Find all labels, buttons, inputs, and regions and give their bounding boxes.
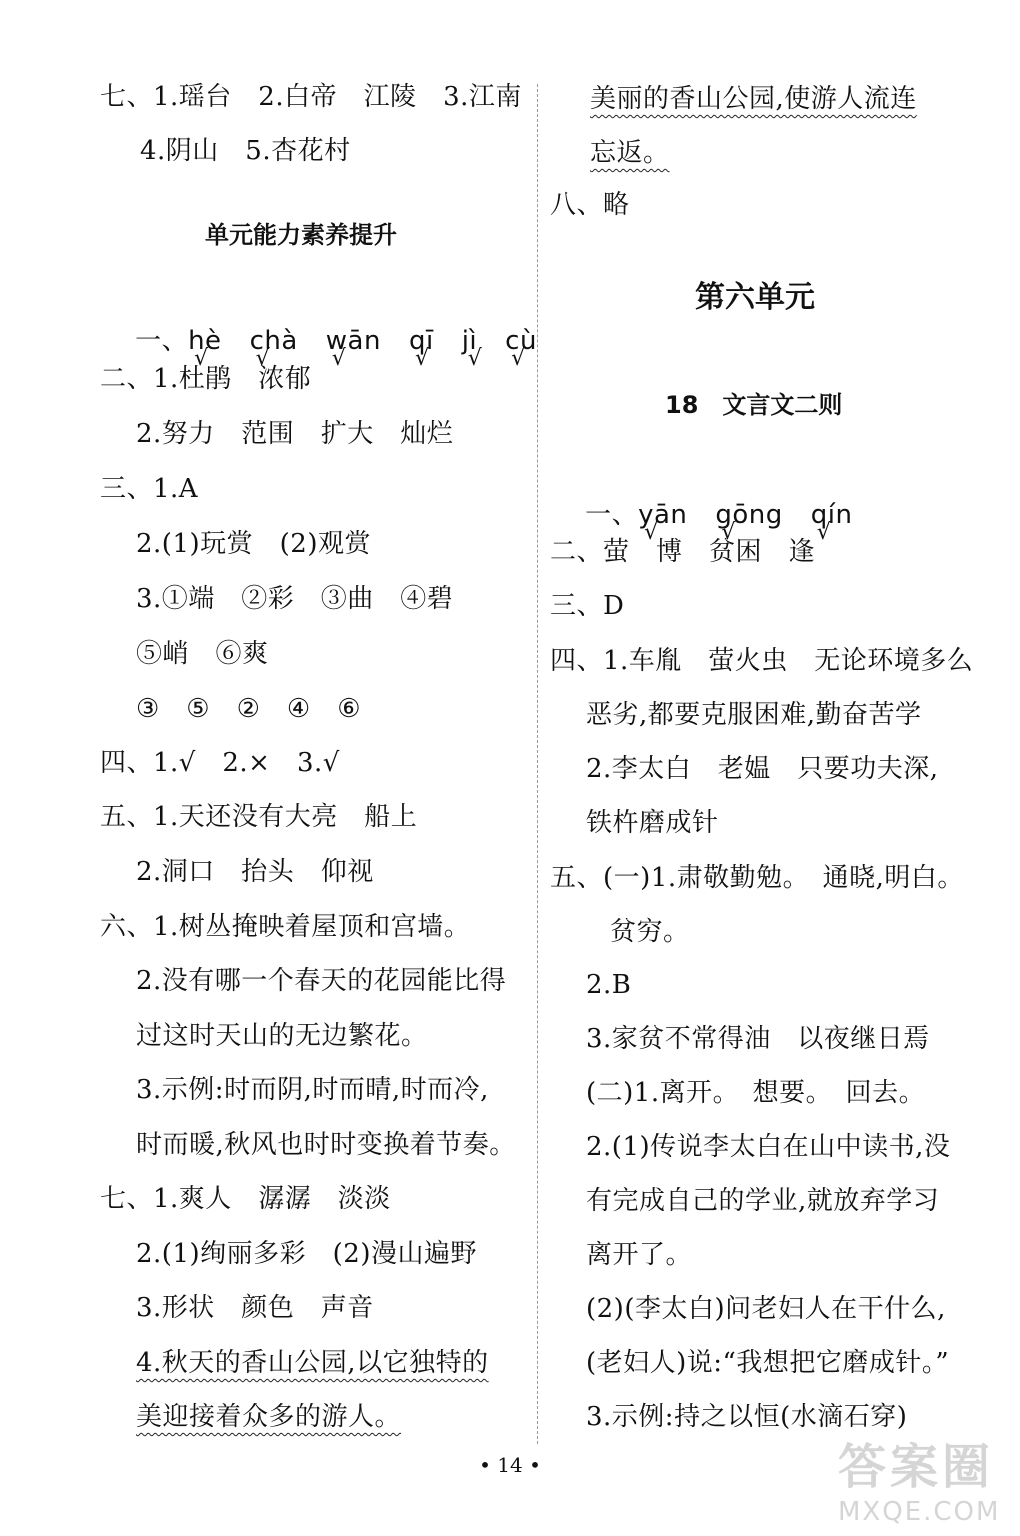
answer-line: 2.没有哪一个春天的花园能比得 [136, 966, 507, 996]
answer-line: 美迎接着众多的游人。 [136, 1402, 402, 1432]
page-number: • 14 • [479, 1453, 541, 1477]
unit-title: 第六单元 [695, 280, 815, 315]
answer-line: 五、1.天还没有大亮 船上 [100, 802, 418, 832]
answer-line: 四、1.车胤 萤火虫 无论环境多么 [550, 646, 974, 676]
answer-line: 恶劣,都要克服困难,勤奋苦学 [586, 700, 922, 730]
answer-line: ③ ⑤ ② ④ ⑥ [136, 694, 362, 724]
answer-line: 2.洞口 抬头 仰视 [136, 857, 374, 887]
answer-line: 2.努力 范围 扩大 灿烂 [136, 419, 454, 449]
watermark-logo [838, 1428, 1006, 1528]
answer-line: 3.示例:时而阴,时而晴,时而冷, [136, 1075, 489, 1105]
answer-line: 2.B [586, 970, 632, 1000]
watermark-url: MXQE.COM [838, 1497, 1001, 1527]
answer-line: 贫穷。 [610, 917, 690, 947]
answer-line: (2)(李太白)问老妇人在干什么, [586, 1294, 946, 1324]
answer-line: 四、1.√ 2.× 3.√ [100, 748, 340, 778]
answer-line: 二、1.杜鹃 浓郁 [100, 364, 312, 394]
watermark-logo-text: 答案圈 [838, 1439, 995, 1495]
answer-line: 时而暖,秋风也时时变换着节奏。 [136, 1130, 516, 1160]
answer-line: (老妇人)说:“我想把它磨成针。” [586, 1348, 950, 1378]
answer-line: 五、(一)1.肃敬勤勉。 通晓,明白。 [550, 863, 964, 893]
pinyin-item: wān √ [326, 324, 381, 358]
answer-line: 八、略 [550, 190, 630, 220]
pinyin-item: qī √ [409, 324, 434, 358]
answer-line: 七、1.瑶台 2.白帝 江陵 3.江南 [100, 82, 522, 112]
pinyin-item: qín √ [811, 498, 853, 532]
answer-line: 4.秋天的香山公园,以它独特的 [136, 1348, 489, 1378]
answer-line: 2.(1)绚丽多彩 (2)漫山遍野 [136, 1239, 477, 1269]
answer-line: 过这时天山的无边繁花。 [136, 1021, 428, 1051]
column-divider [537, 84, 538, 1444]
answer-line: 美丽的香山公园,使游人流连 [590, 84, 917, 114]
answer-line: 3.示例:持之以恒(水滴石穿) [586, 1402, 908, 1432]
pinyin-item: yān √ [638, 498, 687, 532]
pinyin-item: gōng √ [715, 498, 782, 532]
answer-line: 3.形状 颜色 声音 [136, 1293, 374, 1323]
pinyin-item: hè √ [188, 324, 221, 358]
pinyin-item: cù √ [505, 324, 537, 358]
question-number: 一、 [585, 500, 639, 530]
answer-line: 3.①端 ②彩 ③曲 ④碧 [136, 584, 454, 614]
answer-line: (二)1.离开。 想要。 回去。 [586, 1078, 926, 1108]
answer-line: 忘返。 [590, 138, 670, 168]
answer-line: 离开了。 [586, 1240, 693, 1270]
answer-line: 3.家贫不常得油 以夜继日焉 [586, 1024, 930, 1054]
answer-line: 2.(1)传说李太白在山中读书,没 [586, 1132, 951, 1162]
answer-line: ⑤峭 ⑥爽 [136, 639, 269, 669]
answer-line: 六、1.树丛掩映着屋顶和宫墙。 [100, 912, 471, 942]
answer-line: 有完成自己的学业,就放弃学习 [586, 1186, 940, 1216]
answer-line: 三、D [550, 591, 625, 621]
pinyin-item: chà √ [250, 324, 298, 358]
answer-line: 二、萤 博 贫困 逢 [550, 537, 816, 567]
section-title: 单元能力素养提升 [205, 221, 397, 249]
answer-line: 2.李太白 老媪 只要功夫深, [586, 754, 939, 784]
question-number: 一、 [135, 326, 189, 356]
answer-line: 三、1.A [100, 474, 199, 504]
answer-line: 七、1.爽人 潺潺 淡淡 [100, 1184, 391, 1214]
answer-line: 4.阴山 5.杏花村 [140, 136, 351, 166]
answer-line: 2.(1)玩赏 (2)观赏 [136, 529, 371, 559]
lesson-title: 18 文言文二则 [665, 391, 843, 419]
pinyin-item: jì √ [462, 324, 477, 358]
answer-line: 铁杵磨成针 [586, 808, 719, 838]
